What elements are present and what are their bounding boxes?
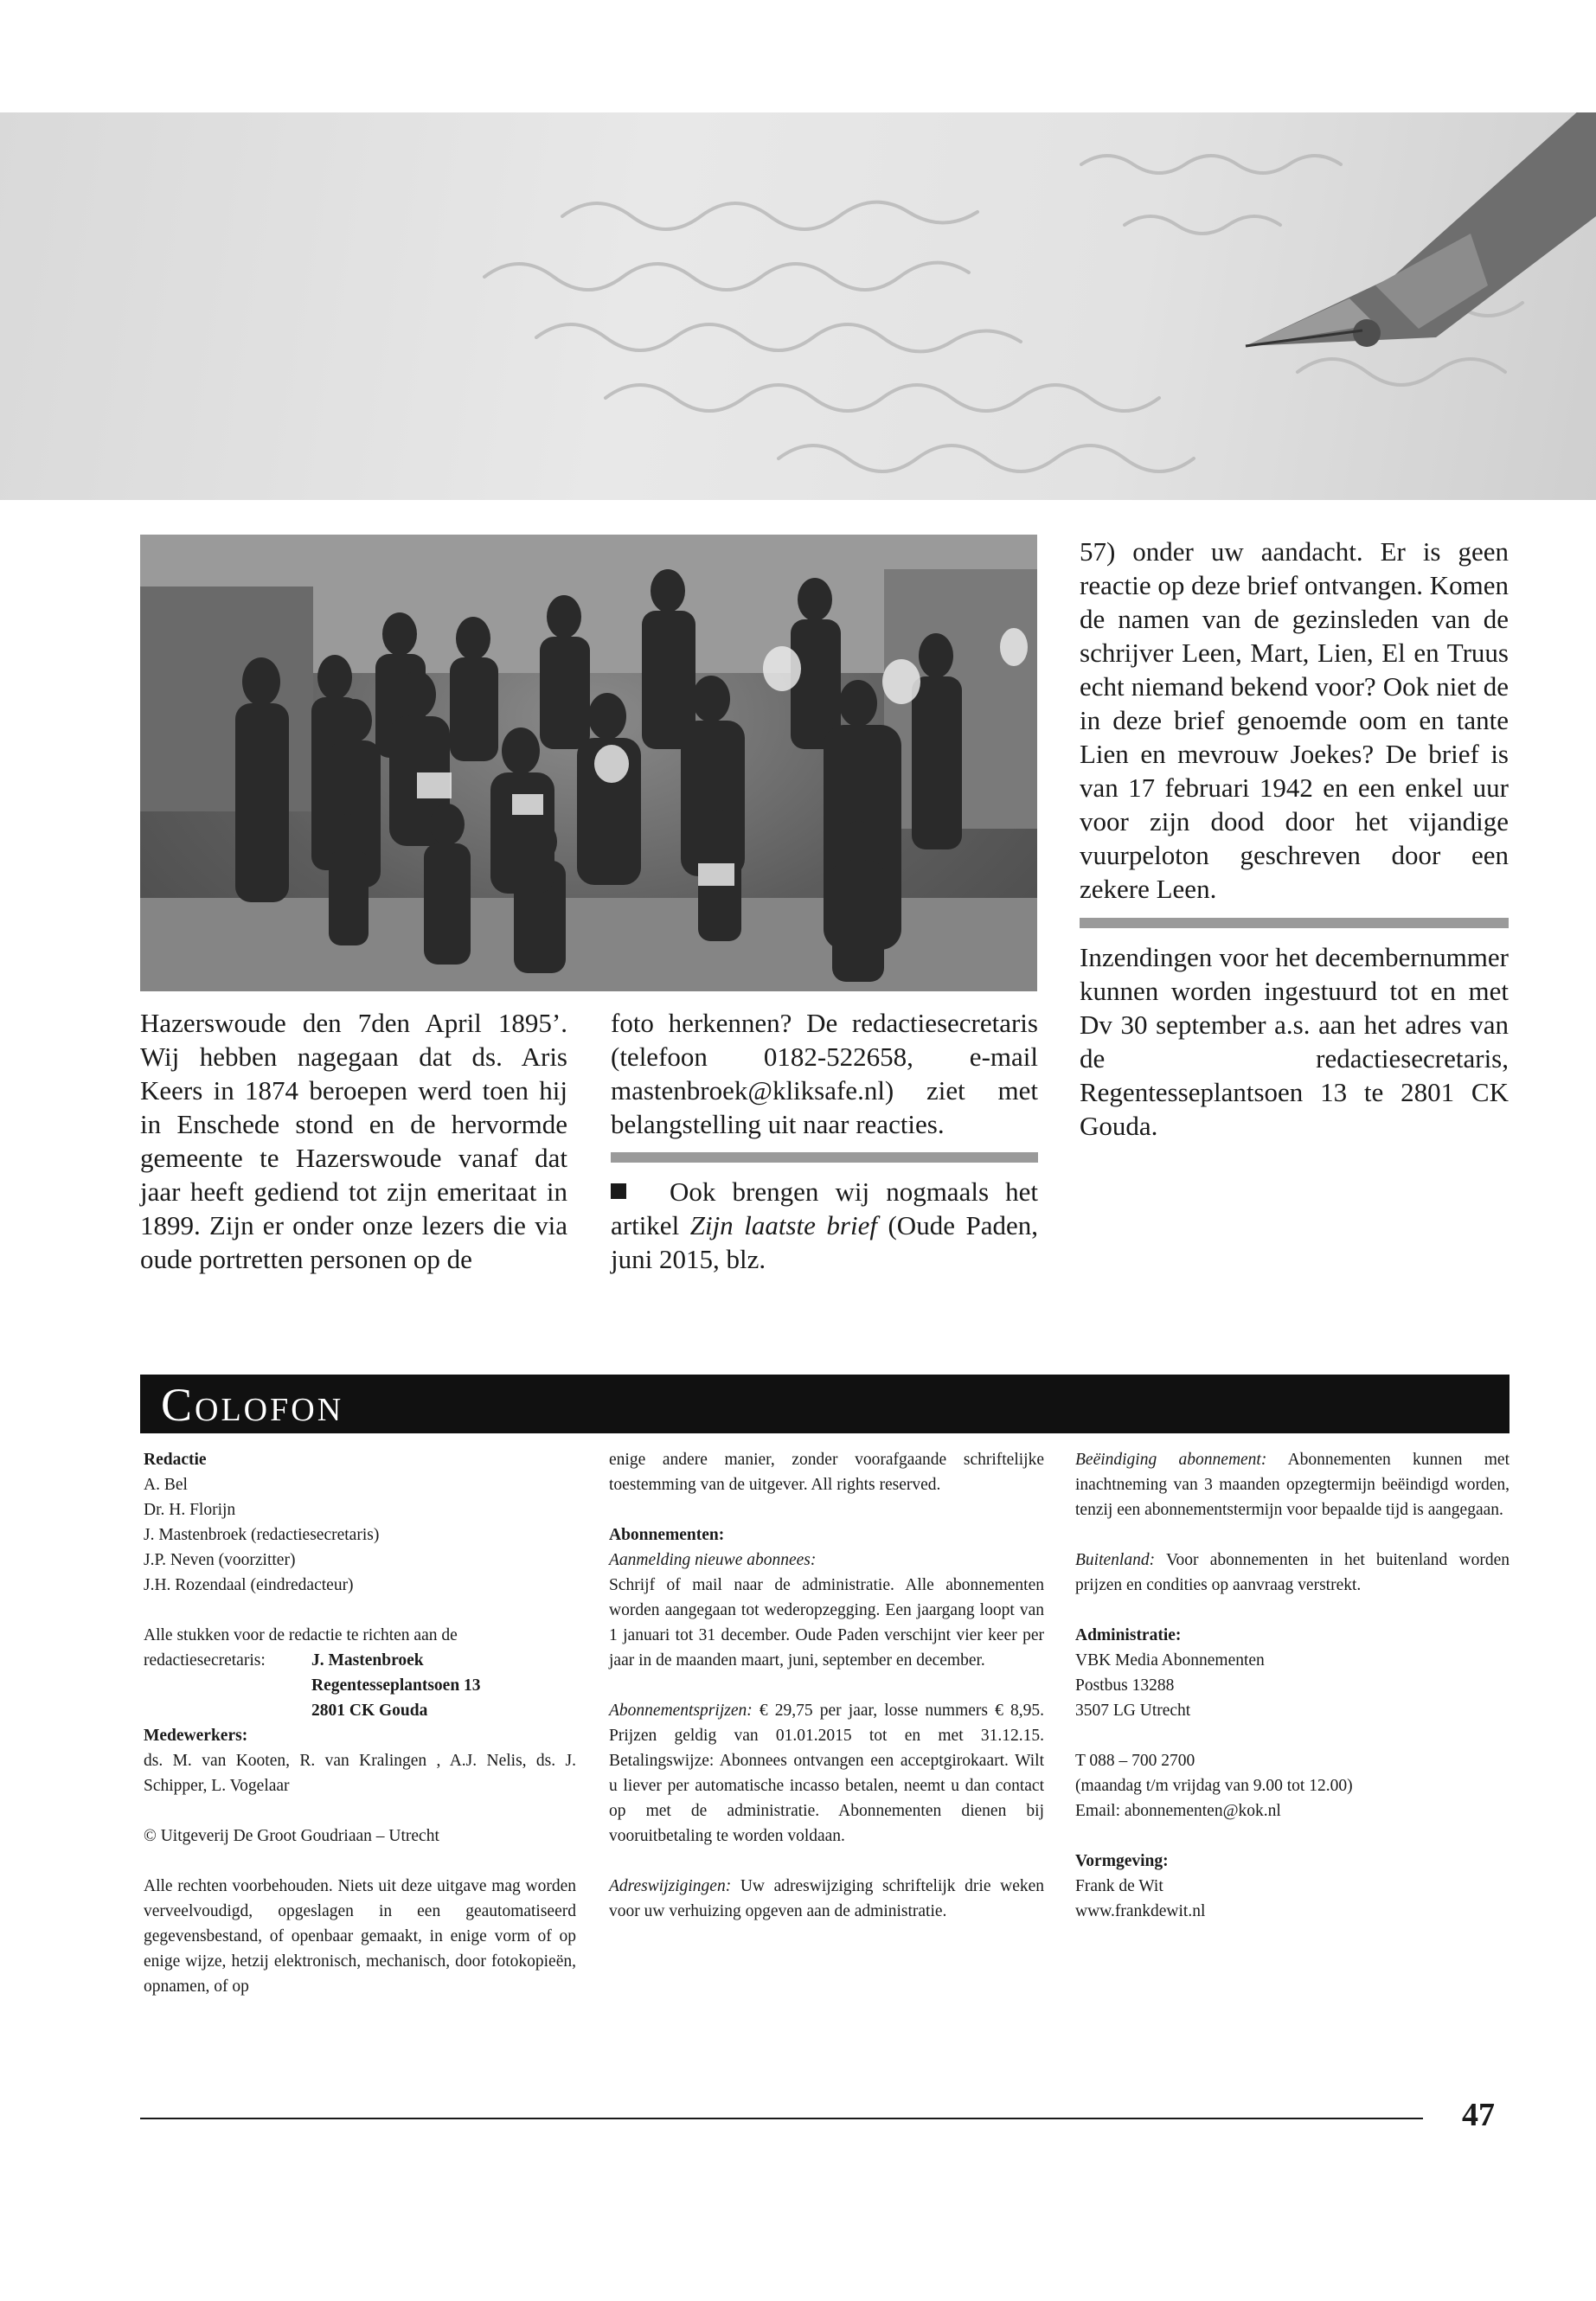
header-banner-image xyxy=(0,112,1596,500)
copyright-text: © Uitgeverij De Groot Goudriaan – Utrecht xyxy=(144,1827,439,1845)
administratie-heading: Administratie: xyxy=(1075,1626,1182,1644)
redactie-member: J.H. Rozendaal (eindredacteur) xyxy=(144,1576,354,1594)
article-column-3-paragraph-1: 57) onder uw aandacht. Er is geen reactie op deze brief ontvangen. Komen de namen van de gezinsleden van de schrijver Leen, Mart, Lien, El en Truus echt niemand bekend voor? Ook niet de in deze brief genoemde oom en tante Lien en mevrouw Joekes? De brief is van 17 februari 1942 en een enkel uur voor zijn dood door het vijandige vuurpeloton geschreven door een zekere Leen. xyxy=(1080,536,1509,904)
administratie-line: VBK Media Abonnementen xyxy=(1075,1651,1265,1670)
footer-rule xyxy=(140,2118,1423,2119)
redactie-heading: Redactie xyxy=(144,1451,207,1469)
article-column-1 xyxy=(140,1006,567,1276)
colofon-header-bar xyxy=(140,1375,1509,1433)
colofon-column-2 xyxy=(609,1447,1044,1924)
email-address: Email: abonnementen@kok.nl xyxy=(1075,1802,1281,1820)
article-column-2 xyxy=(611,1006,1038,1276)
divider xyxy=(1080,918,1509,928)
rights-continued: enige andere manier, zonder voorafgaande schriftelijke toestemming van de uitgever. All rights reserved. xyxy=(609,1451,1044,1494)
stukken-address: J. Mastenbroek Regentesseplantsoen 13 2801 CK Gouda xyxy=(311,1651,481,1720)
buitenland-paragraph: Buitenland: Voor abonnementen in het buitenland worden prijzen en condities op aanvraag verstrekt. xyxy=(1075,1551,1509,1594)
beeindiging-paragraph: Beëindiging abonnement: Abonnementen kunnen met inachtneming van 3 maanden opzegtermijn beëindigd worden, tenzij een abonnementstermijn voor bepaalde tijd is aangegaan. xyxy=(1075,1451,1509,1519)
colofon-title: Colofon xyxy=(161,1379,344,1431)
phone-number: T 088 – 700 2700 xyxy=(1075,1752,1195,1770)
article-column-1-text: Hazerswoude den 7den April 1895’. Wij hebben nagegaan dat ds. Aris Keers in 1874 beroepen werd toen hij in Enschede stond en de hervormde gemeente te Hazerswoude vanaf dat jaar heeft gediend tot zijn emeritaat in 1899. Zijn er onder onze lezers die via oude portretten personen op de xyxy=(140,1008,567,1274)
colofon-column-3 xyxy=(1075,1447,1509,1924)
stukken-address-block xyxy=(144,1648,576,1723)
aanmelding-text: Schrijf of mail naar de administratie. Alle abonnementen worden aangegaan tot wederopzegging. Een jaargang loopt van 1 januari tot 31 december. Oude Paden verschijnt vier keer per jaar in de maanden maart, juni, september en december. xyxy=(609,1576,1044,1670)
abonnementen-heading: Abonnementen: xyxy=(609,1526,725,1544)
redactie-member: J.P. Neven (voorzitter) xyxy=(144,1551,296,1569)
medewerkers-text: ds. M. van Kooten, R. van Kralingen , A.J. Nelis, ds. J. Schipper, L. Vogelaar xyxy=(144,1752,576,1795)
redactie-member: A. Bel xyxy=(144,1476,188,1494)
redactie-member: Dr. H. Florijn xyxy=(144,1501,236,1519)
article-column-3-paragraph-2: Inzendingen voor het decembernummer kunnen worden ingestuurd tot en met Dv 30 september a.s. aan het adres van de redactiesecretaris, Regentesseplantsoen 13 te 2801 CK Gouda. xyxy=(1080,942,1509,1141)
redactie-member: J. Mastenbroek (redactiesecretaris) xyxy=(144,1526,380,1544)
stukken-intro: Alle stukken voor de redactie te richten aan de xyxy=(144,1626,458,1644)
divider xyxy=(611,1152,1038,1163)
page-number: 47 xyxy=(1462,2097,1495,2133)
administratie-line: Postbus 13288 xyxy=(1075,1676,1175,1695)
office-hours: (maandag t/m vrijdag van 9.00 tot 12.00) xyxy=(1075,1777,1353,1795)
adres-paragraph: Adreswijzigingen: Uw adreswijziging schriftelijk drie weken voor uw verhuizing opgeven aan de administratie. xyxy=(609,1877,1045,1920)
colofon-column-1 xyxy=(144,1447,576,1999)
group-photograph xyxy=(140,535,1037,991)
bullet-square-icon xyxy=(611,1183,626,1199)
article-column-3 xyxy=(1080,535,1509,1143)
vormgeving-heading: Vormgeving: xyxy=(1075,1852,1169,1870)
article-column-2-paragraph-1: foto herkennen? De redactiesecretaris (telefoon 0182-522658, e-mail mastenbroek@kliksafe.nl) ziet met belangstelling uit naar reacties. xyxy=(611,1008,1038,1139)
aanmelding-label: Aanmelding nieuwe abonnees: xyxy=(609,1551,817,1569)
article-title-italic: Zijn laatste brief xyxy=(689,1210,877,1240)
rights-text: Alle rechten voorbehouden. Niets uit deze uitgave mag worden verveelvoudigd, opgeslagen in een geautomatiseerd gegevensbestand, of openbaar gemaakt, in enige vorm of op enige wijze, hetzij elektronisch, mechanisch, door fotokopieën, opnamen, of op xyxy=(144,1877,576,1996)
medewerkers-heading: Medewerkers: xyxy=(144,1727,248,1745)
vormgeving-line: Frank de Wit xyxy=(1075,1877,1163,1895)
stukken-label: redactiesecretaris: xyxy=(144,1651,266,1670)
prijzen-paragraph: Abonnementsprijzen: € 29,75 per jaar, losse nummers € 8,95. Prijzen geldig van 01.01.2015 tot en met 31.12.15. Betalingswijze: Abonnees ontvangen een acceptgirokaart. Wilt u liever per automatische incasso betalen, neemt u dan contact op met de administratie. Abonnementen dienen bij vooruitbetaling te worden voldaan. xyxy=(609,1702,1044,1845)
vormgeving-line: www.frankdewit.nl xyxy=(1075,1902,1206,1920)
administratie-line: 3507 LG Utrecht xyxy=(1075,1702,1191,1720)
article-column-2-paragraph-2: Ook brengen wij nogmaals het artikel Zijn laatste brief (Oude Paden, juni 2015, blz. xyxy=(611,1176,1038,1274)
